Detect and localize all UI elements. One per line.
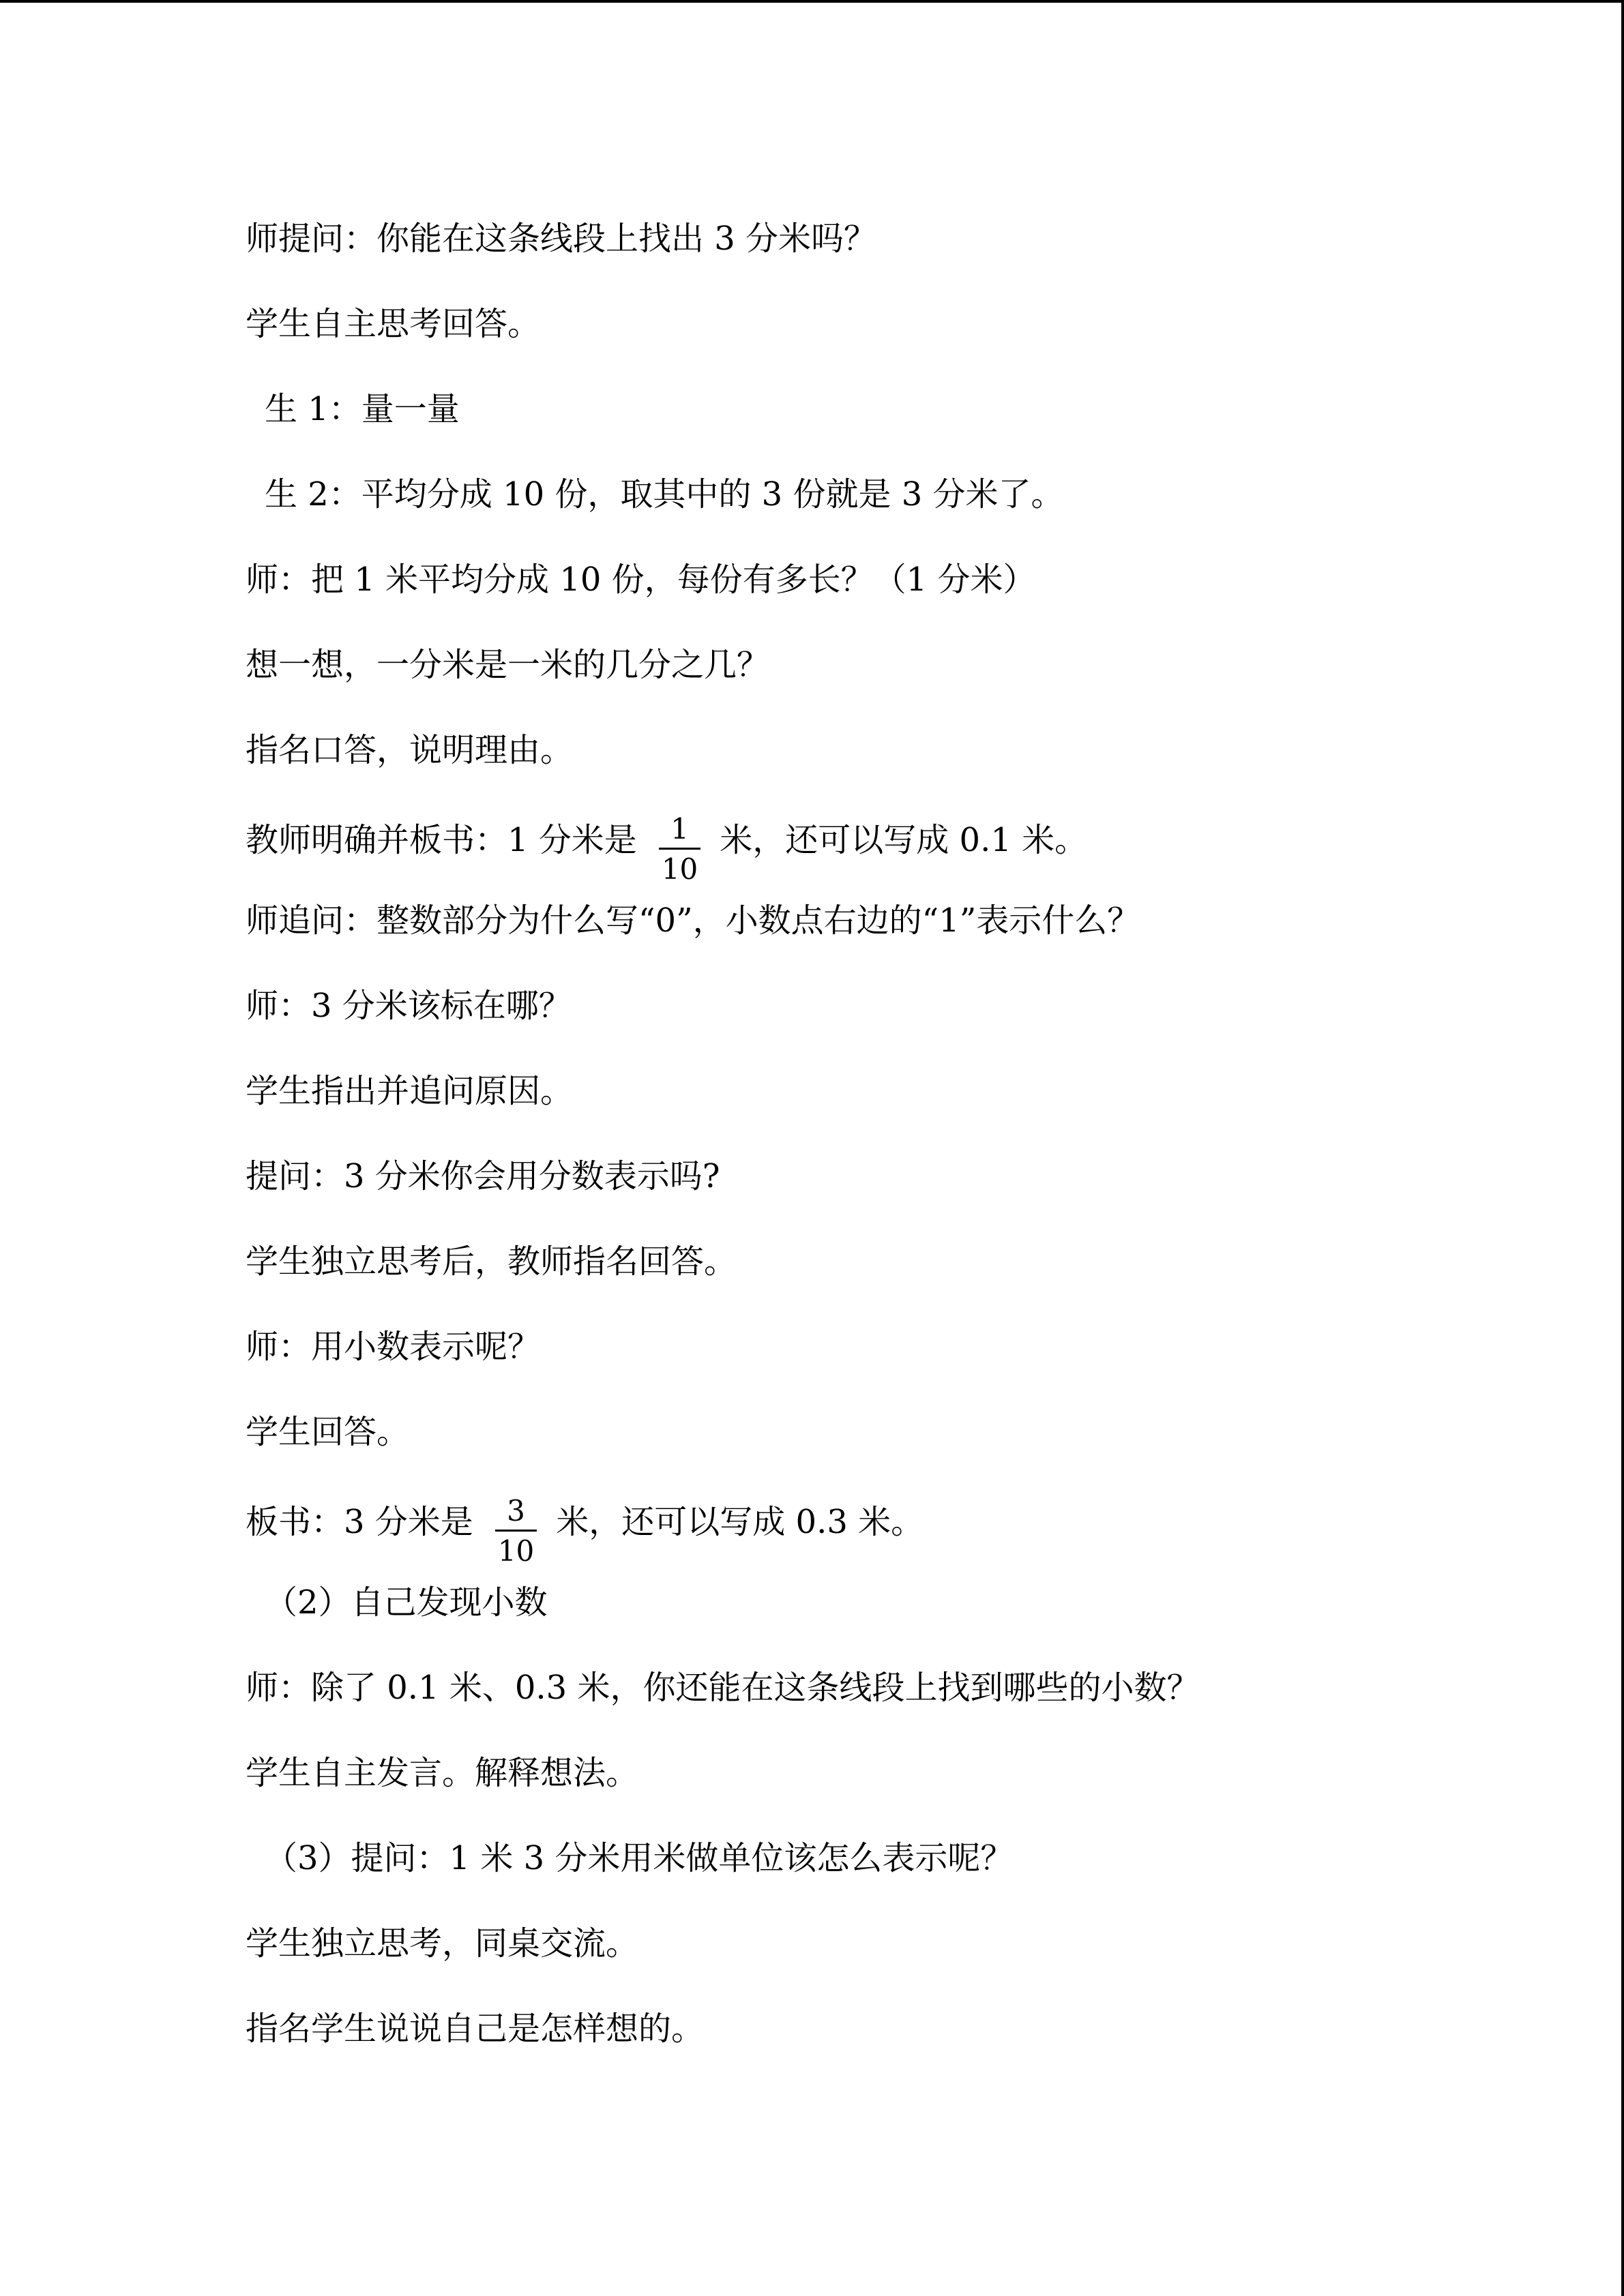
paragraph-teacher-divide: 师：把 1 米平均分成 10 份，每份有多长？（1 分米） [246, 561, 1036, 599]
paragraph-explain: 指名学生说说自己是怎样想的。 [246, 2010, 705, 2048]
paragraph-student-2: 生 2：平均分成 10 份，取其中的 3 份就是 3 分米了。 [265, 475, 1064, 513]
paragraph-student-point: 学生指出并追问原因。 [246, 1072, 574, 1110]
page-border-right [1621, 0, 1624, 2296]
paragraph-other-decimals: 师：除了 0.1 米、0.3 米，你还能在这条线段上找到哪些的小数？ [246, 1669, 1200, 1707]
paragraph-student-1: 生 1：量一量 [265, 390, 460, 428]
paragraph-student-think: 学生自主思考回答。 [246, 305, 541, 343]
section-heading-3: （3）提问：1 米 3 分米用米做单位该怎么表示呢？ [265, 1839, 1014, 1877]
paragraph-fraction-question: 提问：3 分米你会用分数表示吗? [246, 1157, 720, 1195]
paragraph-student-speak: 学生自主发言。解释想法。 [246, 1754, 639, 1792]
paragraph-answer-reason: 指名口答，说明理由。 [246, 731, 574, 769]
fraction-denominator: 10 [497, 1534, 535, 1568]
paragraph-decimal-question: 师：用小数表示呢？ [246, 1328, 541, 1366]
paragraph-deskmate: 学生独立思考，同桌交流。 [246, 1924, 639, 1963]
paragraph-board-three-tenths [246, 1490, 1405, 1575]
section-heading-2: （2）自己发现小数 [265, 1583, 548, 1622]
fraction-three-tenths [495, 1494, 537, 1568]
board-three-after: 米，还可以写成 0.3 米。 [556, 1503, 924, 1541]
fraction-numerator: 3 [507, 1494, 525, 1527]
fraction-denominator: 10 [661, 852, 698, 886]
paragraph-board-tenth [246, 808, 1405, 893]
board-tenth-after: 米，还可以写成 0.1 米。 [720, 821, 1088, 859]
document-body [246, 211, 1405, 2087]
paragraph-independent: 学生独立思考后，教师指名回答。 [246, 1242, 737, 1281]
fraction-numerator: 1 [670, 812, 689, 846]
paragraph-think: 想一想，一分米是一米的几分之几？ [246, 646, 770, 684]
board-three-before: 板书：3 分米是 [246, 1503, 473, 1541]
fraction-one-tenth [659, 812, 700, 886]
paragraph-mark-3dm: 师：3 分米该标在哪？ [246, 987, 572, 1025]
paragraph-teacher-question: 师提问：你能在这条线段上找出 3 分米吗？ [246, 220, 877, 258]
board-tenth-before: 教师明确并板书：1 分米是 [246, 821, 637, 859]
paragraph-student-answer: 学生回答。 [246, 1413, 410, 1451]
paragraph-follow-up: 师追问：整数部分为什么写“0”，小数点右边的“1”表示什么？ [246, 901, 1140, 940]
page-border-top [0, 0, 1624, 3]
